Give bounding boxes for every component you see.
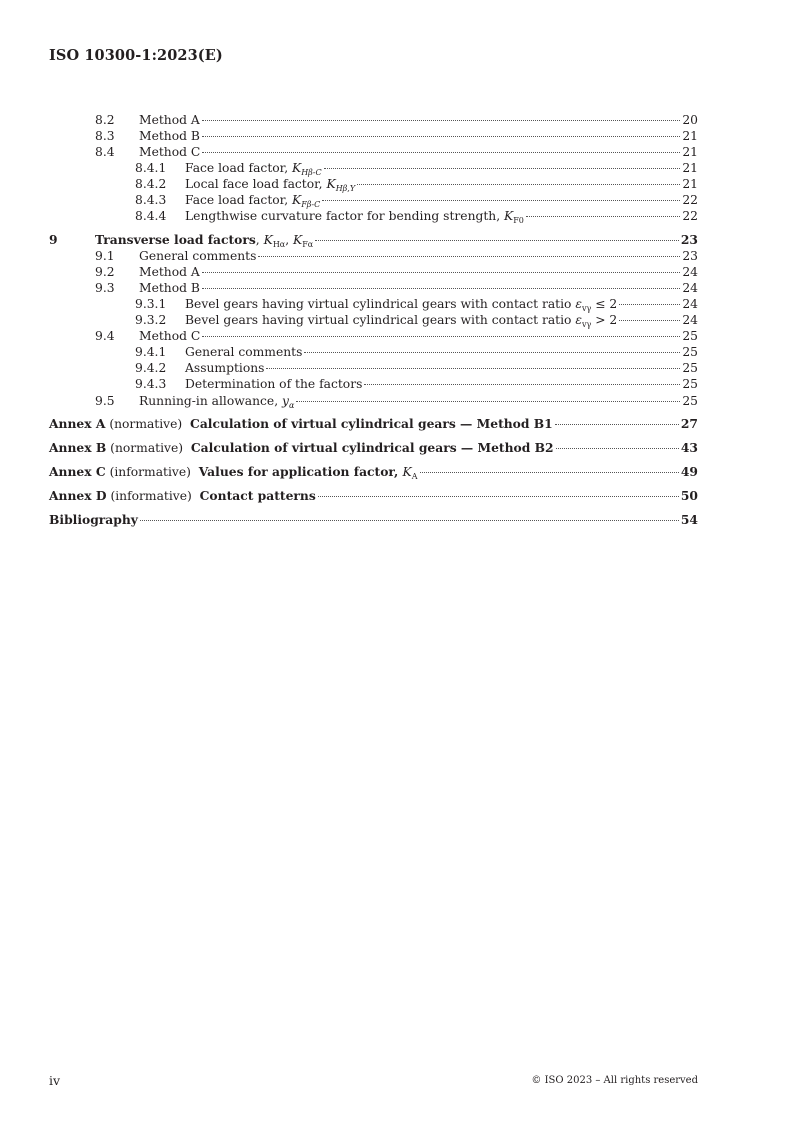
toc-entry-8-4-1[interactable] (0, 160, 793, 176)
toc-entry-annex-b[interactable] (0, 440, 793, 456)
toc-page-number: 25 (682, 345, 698, 359)
dot-leader (202, 288, 680, 289)
toc-entry-8-4[interactable] (0, 144, 793, 160)
toc-title: Determination of the factors (185, 377, 363, 391)
dot-leader (420, 472, 679, 473)
toc-number: 8.4.3 (135, 193, 167, 207)
dot-leader (526, 216, 680, 217)
toc-page-number: 21 (682, 161, 698, 175)
toc-page-number: 49 (680, 464, 698, 479)
toc-page-number: 22 (682, 193, 698, 207)
toc-page-number: 24 (682, 313, 698, 327)
toc-page-number: 21 (682, 129, 698, 143)
toc-entry-9-3[interactable] (0, 280, 793, 296)
toc-entry-8-2[interactable] (0, 112, 793, 128)
toc-entry-bibliography[interactable] (0, 512, 793, 528)
toc-number: 9.5 (95, 394, 115, 408)
toc-title: Lengthwise curvature factor for bending strength, $K_{F0}$ (185, 209, 524, 225)
dot-leader (296, 401, 680, 402)
toc-number: 8.3 (95, 129, 115, 143)
toc-title: Bevel gears having virtual cylindrical gears with contact ratio $\varepsilon_{v\gamma} \le 2$ (185, 297, 618, 313)
toc-title: Local face load factor, $K_{H\beta,Y}$ (185, 177, 356, 193)
toc-page-number: 22 (682, 209, 698, 223)
toc-number: 8.4.1 (135, 161, 167, 175)
dot-leader (258, 256, 680, 257)
dot-leader (202, 336, 680, 337)
toc-entry-annex-d[interactable] (0, 488, 793, 504)
dot-leader (619, 320, 680, 321)
toc-entry-8-4-4[interactable] (0, 208, 793, 224)
toc-title: Face load factor, $K_{H\beta-C}$ (185, 161, 322, 177)
page-number-footer: iv (49, 1073, 61, 1088)
document-id-header: ISO 10300-1:2023(E) (49, 47, 223, 64)
toc-page-number: 23 (680, 232, 698, 247)
dot-leader (364, 384, 680, 385)
toc-number: 9.4.1 (135, 345, 167, 359)
toc-page-number: 20 (682, 113, 698, 127)
dot-leader (202, 136, 680, 137)
toc-entry-9-4-2[interactable] (0, 360, 793, 376)
toc-page-number: 27 (680, 416, 698, 431)
toc-number: 8.4.2 (135, 177, 167, 191)
toc-entry-9-5[interactable] (0, 393, 793, 409)
toc-page-number: 24 (682, 265, 698, 279)
dot-leader (266, 368, 680, 369)
toc-page-number: 21 (682, 145, 698, 159)
toc-number: 8.4.4 (135, 209, 167, 223)
toc-entry-9-1[interactable] (0, 248, 793, 264)
toc-entry-9-4-1[interactable] (0, 344, 793, 360)
toc-number: 9.1 (95, 249, 115, 263)
toc-page-number: 25 (682, 329, 698, 343)
toc-page-number: 50 (680, 488, 698, 503)
toc-title: Assumptions (185, 361, 265, 375)
toc-title: Bibliography (49, 512, 138, 527)
toc-entry-9-4[interactable] (0, 328, 793, 344)
toc-page-number: 24 (682, 281, 698, 295)
toc-entry-annex-c[interactable] (0, 464, 793, 480)
dot-leader (202, 120, 681, 121)
toc-title: Annex C (informative) Values for application factor, $K_A$ (49, 464, 418, 481)
dot-leader (140, 520, 679, 521)
toc-title: Annex A (normative) Calculation of virtual cylindrical gears — Method B1 (49, 416, 553, 431)
toc-title: Annex B (normative) Calculation of virtual cylindrical gears — Method B2 (49, 440, 554, 455)
toc-title: Bevel gears having virtual cylindrical gears with contact ratio $\varepsilon_{v\gamma} > 2$ (185, 313, 618, 329)
toc-page-number: 24 (682, 297, 698, 311)
toc-entry-9-2[interactable] (0, 264, 793, 280)
toc-page-number: 21 (682, 177, 698, 191)
toc-title: Face load factor, $K_{F\beta-C}$ (185, 193, 321, 209)
toc-entry-8-3[interactable] (0, 128, 793, 144)
toc-number: 9.4 (95, 329, 115, 343)
dot-leader (322, 200, 680, 201)
toc-number: 9.3.2 (135, 313, 167, 327)
copyright-footer: © ISO 2023 – All rights reserved (531, 1075, 698, 1086)
toc-entry-annex-a[interactable] (0, 416, 793, 432)
toc-number: 9.4.3 (135, 377, 167, 391)
toc-number: 9.2 (95, 265, 115, 279)
toc-entry-9[interactable] (0, 232, 793, 248)
toc-number: 9.3 (95, 281, 115, 295)
toc-title: Method C (139, 329, 201, 343)
dot-leader (304, 352, 680, 353)
toc-title: Method B (139, 129, 200, 143)
dot-leader (202, 272, 681, 273)
dot-leader (318, 496, 679, 497)
toc-number: 8.2 (95, 113, 115, 127)
toc-title: Method B (139, 281, 200, 295)
toc-entry-9-3-2[interactable] (0, 312, 793, 328)
toc-title: Annex D (informative) Contact patterns (49, 488, 316, 503)
toc-entry-8-4-2[interactable] (0, 176, 793, 192)
toc-number: 9.4.2 (135, 361, 167, 375)
toc-title: Method A (139, 113, 200, 127)
dot-leader (202, 152, 680, 153)
dot-leader (357, 184, 680, 185)
toc-entry-8-4-3[interactable] (0, 192, 793, 208)
toc-number: 9.3.1 (135, 297, 167, 311)
dot-leader (555, 424, 679, 425)
toc-entry-9-4-3[interactable] (0, 376, 793, 392)
toc-number: 9 (49, 232, 58, 247)
toc-title: Method C (139, 145, 201, 159)
toc-title: General comments (185, 345, 303, 359)
toc-page-number: 25 (682, 377, 698, 391)
toc-title: Running-in allowance, $y_\alpha$ (139, 394, 295, 410)
toc-page-number: 25 (682, 361, 698, 375)
toc-page-number: 43 (680, 440, 698, 455)
toc-number: 8.4 (95, 145, 115, 159)
toc-entry-9-3-1[interactable] (0, 296, 793, 312)
toc-page-number: 54 (680, 512, 698, 527)
toc-title: Method A (139, 265, 200, 279)
toc-page-number: 25 (682, 394, 698, 408)
dot-leader (619, 304, 680, 305)
dot-leader (556, 448, 679, 449)
toc-title: Transverse load factors, $K_{H\alpha}$, $K_{F\alpha}$ (95, 232, 314, 249)
toc-page-number: 23 (682, 249, 698, 263)
toc-title: General comments (139, 249, 257, 263)
dot-leader (324, 168, 681, 169)
dot-leader (315, 240, 679, 241)
